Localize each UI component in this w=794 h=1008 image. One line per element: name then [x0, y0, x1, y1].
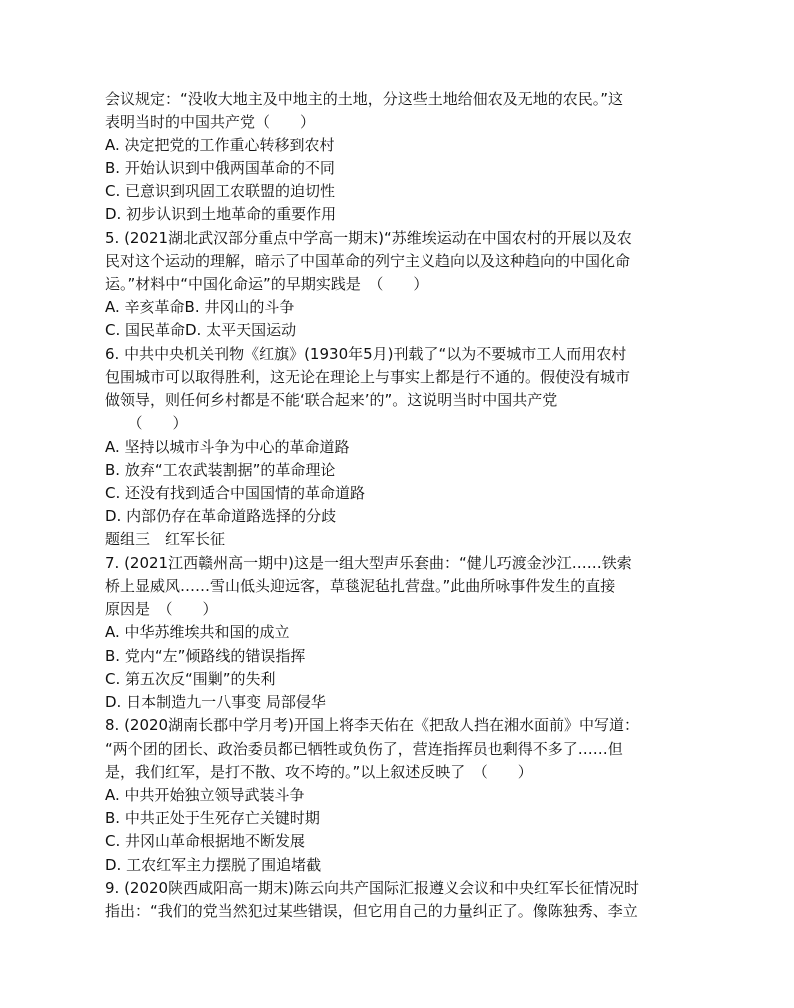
text-line: 指出：“我们的党当然犯过某些错误，但它用自己的力量纠正了。像陈独秀、李立	[105, 902, 638, 920]
question-line: 5. (2021湖北武汉部分重点中学高一期末)“苏维埃运动在中国农村的开展以及农	[105, 229, 632, 247]
option-line: A. 辛亥革命B. 井冈山的斗争	[105, 298, 295, 316]
option-line: C. 国民革命D. 太平天国运动	[105, 321, 297, 339]
option-line: C. 还没有找到适合中国国情的革命道路	[105, 484, 366, 502]
option-line: A. 坚持以城市斗争为中心的革命道路	[105, 438, 350, 456]
option-line: A. 中共开始独立领导武装斗争	[105, 786, 305, 804]
text-line: 包围城市可以取得胜利，这无论在理论上与事实上都是行不通的。假使没有城市	[105, 368, 631, 386]
option-line: D. 日本制造九一八事变 局部侵华	[105, 693, 326, 711]
option-line: C. 井冈山革命根据地不断发展	[105, 832, 306, 850]
text-line: 民对这个运动的理解，暗示了中国革命的列宁主义趋向以及这种趋向的中国化命	[105, 252, 631, 270]
option-line: B. 放弃“工农武装割据”的革命理论	[105, 461, 336, 479]
text-line: 原因是 （ ）	[105, 600, 218, 618]
text-line: 表明当时的中国共产党（ ）	[105, 113, 316, 131]
text-line: 会议规定：“没收大地主及中地主的土地，分这些土地给佃农及无地的农民。”这	[105, 90, 624, 108]
option-line: D. 工农红军主力摆脱了围追堵截	[105, 856, 322, 874]
option-line: B. 开始认识到中俄两国革命的不同	[105, 159, 335, 177]
text-line: （ ）	[105, 414, 188, 432]
option-line: A. 决定把党的工作重心转移到农村	[105, 136, 335, 154]
question-line: 8. (2020湖南长郡中学月考)开国上将李天佑在《把敌人挡在湘水面前》中写道：	[105, 716, 639, 734]
section-heading: 题组三 红军长征	[105, 530, 226, 548]
option-line: D. 初步认识到土地革命的重要作用	[105, 205, 337, 223]
option-line: C. 第五次反“围剿”的失利	[105, 670, 276, 688]
option-line: B. 党内“左”倾路线的错误指挥	[105, 647, 306, 665]
text-line: “两个团的团长、政治委员都已牺牲或负伤了，营连指挥员也剩得不多了……但	[105, 740, 623, 758]
option-line: D. 内部仍存在革命道路选择的分歧	[105, 507, 337, 525]
option-line: A. 中华苏维埃共和国的成立	[105, 623, 290, 641]
question-line: 7. (2021江西赣州高一期中)这是一组大型声乐套曲：“健儿巧渡金沙江……铁索	[105, 554, 632, 572]
text-line: 运。”材料中“中国化命运”的早期实践是 （ ）	[105, 275, 429, 293]
text-line: 做领导，则任何乡村都是不能‘联合起来’的”。这说明当时中国共产党	[105, 391, 558, 409]
question-line: 6. 中共中央机关刊物《红旗》(1930年5月)刊载了“以为不要城市工人而用农村	[105, 345, 627, 363]
option-line: C. 已意识到巩固工农联盟的迫切性	[105, 182, 336, 200]
text-line: 桥上显威风……雪山低头迎远客，草毯泥毡扎营盘。”此曲所咏事件发生的直接	[105, 577, 616, 595]
option-line: B. 中共正处于生死存亡关键时期	[105, 809, 320, 827]
text-line: 是，我们红军，是打不散、攻不垮的。”以上叙述反映了 （ ）	[105, 763, 533, 781]
question-line: 9. (2020陕西咸阳高一期末)陈云向共产国际汇报遵义会议和中央红军长征情况时	[105, 879, 639, 897]
